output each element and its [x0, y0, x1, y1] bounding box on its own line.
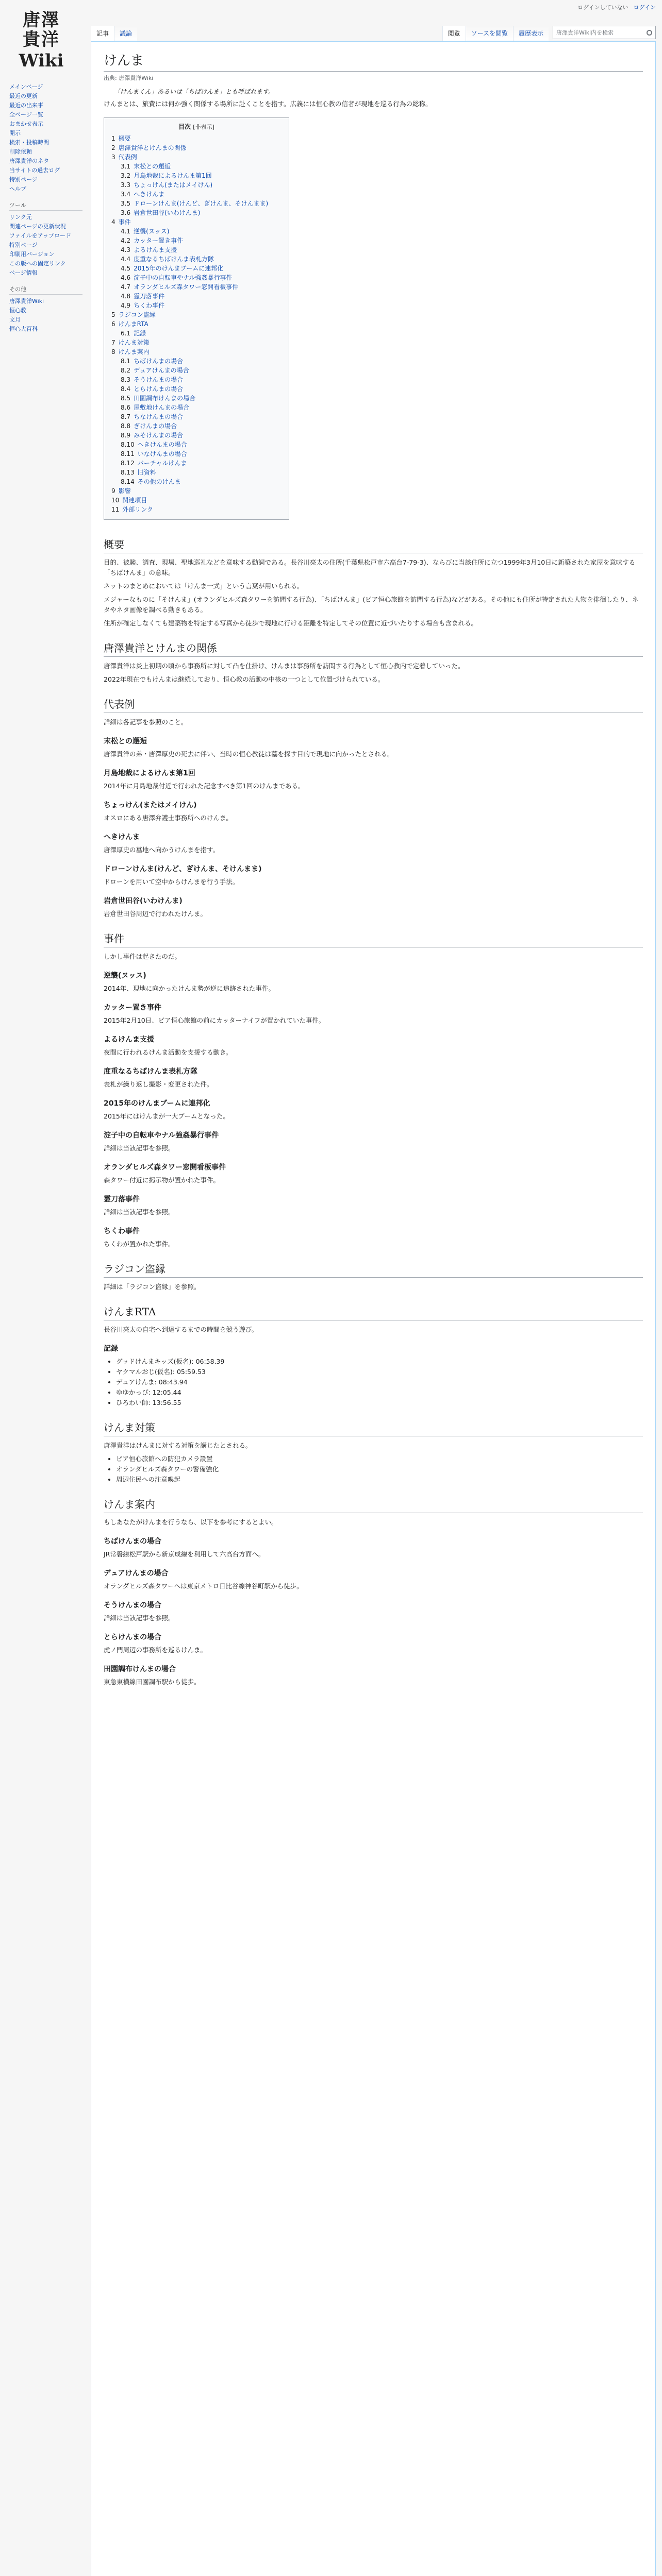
toc-number: 5: [111, 311, 115, 318]
logo-line2: 貴洋: [23, 29, 60, 50]
paragraph: 唐澤貴洋はけんまに対する対策を講じたとされる。: [104, 1442, 252, 1449]
paragraph: 夜間に行われるけんま活動を支援する動き。: [104, 1048, 233, 1056]
toc-number: 3.5: [121, 200, 131, 207]
toc-link[interactable]: カッター置き事件: [134, 237, 183, 244]
record-item: • ヤクマルおじ(仮名): 05:59.53: [116, 1367, 643, 1377]
subsection-heading: 岩倉世田谷(いわけんま): [104, 897, 183, 905]
bullet-item: • 周辺住民への注意喚起: [116, 1475, 643, 1485]
toc-link[interactable]: デュアけんまの場合: [134, 367, 189, 374]
toc-number: 8: [111, 348, 115, 355]
toc-item[interactable]: [111, 347, 282, 357]
sidebar-tool-item[interactable]: 印刷用バージョン: [9, 251, 55, 258]
section-heading: 事件: [104, 930, 643, 947]
section-heading: 代表例: [104, 696, 643, 713]
site-logo[interactable]: [10, 10, 72, 72]
toc-item[interactable]: [111, 440, 282, 449]
sidebar-tool-item[interactable]: ファイルをアップロード: [9, 232, 72, 239]
subsection-heading: デュアけんまの場合: [104, 1569, 169, 1578]
toc-number: 4.1: [121, 228, 131, 235]
toc-number: 4: [111, 218, 115, 226]
subsection-heading: 月島地裁によるけんま第1回: [104, 769, 195, 777]
login-link[interactable]: ログイン: [633, 4, 656, 11]
paragraph: もしあなたがけんまを行うなら、以下を参考にするとよい。: [104, 1518, 278, 1526]
toc-number: 8.13: [121, 469, 135, 476]
paragraph: JR常磐線松戸駅から新京成線を利用して六高台方面へ。: [104, 1550, 265, 1558]
paragraph: オスロにある唐澤弁護士事務所へのけんま。: [104, 814, 233, 822]
toc-number: 4.4: [121, 256, 131, 263]
toc-link[interactable]: 逆襲(ヌッス): [134, 228, 170, 235]
bullet-item: • オランダヒルズ森タワーの警備強化: [116, 1464, 643, 1475]
toc-list: [111, 134, 282, 514]
toc-item[interactable]: [111, 310, 282, 319]
paragraph: ネットのまとめにおいては「けんま一式」という言葉が用いられる。: [104, 582, 304, 590]
toc-item[interactable]: [111, 421, 282, 431]
sidebar-tools-heading: ツール: [9, 201, 82, 211]
toc-link[interactable]: みそけんまの場合: [134, 432, 184, 439]
toc-item[interactable]: [111, 486, 282, 496]
paragraph: オランダヒルズ森タワーへは東京メトロ日比谷線神谷町駅から徒歩。: [104, 1582, 303, 1590]
record-item: • ひろわい師: 13:56.55: [116, 1398, 643, 1408]
toc-item[interactable]: [111, 496, 282, 505]
section-heading: けんまRTA: [104, 1303, 643, 1320]
toc-link[interactable]: とらけんまの場合: [134, 385, 184, 393]
toc-link[interactable]: バーチャルけんま: [137, 460, 187, 467]
tab-read[interactable]: 閲覧: [442, 26, 466, 41]
toc-item[interactable]: [111, 227, 282, 236]
toc-number: 4.9: [121, 302, 131, 309]
subsection-heading: 記録: [104, 1345, 118, 1353]
subsection-heading: 霊刀落事件: [104, 1195, 140, 1204]
toc-item[interactable]: [111, 431, 282, 440]
subsection-heading: そうけんまの場合: [104, 1601, 161, 1609]
toc-number: 8.2: [121, 367, 131, 374]
toc-number: 3: [111, 154, 115, 161]
sidebar-tool-item[interactable]: この版への固定リンク: [9, 260, 66, 267]
toc-item[interactable]: [111, 217, 282, 227]
section-heading: けんま対策: [104, 1419, 643, 1436]
toc-link[interactable]: ちばけんまの場合: [134, 358, 184, 365]
toc-number: 3.3: [121, 181, 131, 189]
article-body: [104, 536, 643, 1687]
toc-link[interactable]: へきけんま: [134, 191, 165, 198]
record-list: [116, 1357, 643, 1408]
logo-wiki: Wiki: [19, 50, 64, 71]
toc-link[interactable]: よるけんま支援: [134, 246, 177, 253]
toc-number: 6: [111, 320, 115, 328]
subsection-heading: ちばけんまの場合: [104, 1537, 161, 1546]
sidebar-tool-item[interactable]: ページ情報: [9, 269, 38, 276]
paragraph: 詳細は当該記事を参照。: [104, 1144, 175, 1152]
toc-item[interactable]: [111, 292, 282, 301]
toc-item[interactable]: [111, 477, 282, 486]
subsection-heading: ちょっけん(またはメイけん): [104, 801, 197, 809]
toc-link[interactable]: ラジコン盗縁: [118, 311, 156, 318]
subsection-heading: 淀子中の自転車やナル強姦暴行事件: [104, 1131, 219, 1140]
site-sub: 出典: 唐澤貴洋Wiki: [104, 75, 154, 81]
section-heading: 概要: [104, 536, 643, 553]
toc-number: 7: [111, 339, 115, 346]
toc-item[interactable]: [111, 403, 282, 412]
toc-number: 8.1: [121, 358, 131, 365]
toc-number: 3.1: [121, 163, 131, 170]
paragraph: 詳細は当該記事を参照。: [104, 1614, 175, 1622]
toc-link[interactable]: 淀子中の自転車やナル強姦暴行事件: [134, 274, 233, 281]
toc-link[interactable]: 外部リンク: [122, 506, 154, 513]
toc-link[interactable]: ちょっけん(またはメイけん): [134, 181, 213, 189]
toc-link[interactable]: 月島地裁によるけんま第1回: [134, 172, 212, 179]
toc-link[interactable]: 影響: [118, 487, 131, 495]
toc-link[interactable]: 屋敷地けんまの場合: [134, 404, 190, 411]
section-heading: けんま案内: [104, 1496, 643, 1513]
toc-link[interactable]: ちなけんまの場合: [134, 413, 184, 420]
toc-number: 4.2: [121, 237, 131, 244]
toc-number: 11: [111, 506, 120, 513]
subsection-heading: 田園調布けんまの場合: [104, 1665, 176, 1673]
toc-link[interactable]: 事件: [118, 218, 131, 226]
paragraph: 2022年現在でもけんまは継続しており、恒心教の活動の中核の一つとして位置づけられている。: [104, 675, 385, 683]
paragraph: メジャーなものに「そけんま」(オランダヒルズ森タワーを訪問する行為)、「ちばけんま」(ビア恒心旅館を訪問する行為)などがある。その他にも住所が特定された人物を徘徊したり、ネタやネタ画像を調べる動きもある。: [104, 596, 639, 614]
toc-link[interactable]: 旧資料: [137, 469, 156, 476]
paragraph: 2015年2月10日、ビア恒心旅館の前にカッターナイフが置かれていた事件。: [104, 1016, 325, 1024]
toc-number: 3.2: [121, 172, 131, 179]
sidebar-nav-item[interactable]: 開示: [9, 130, 21, 137]
sidebar-other-heading: その他: [9, 285, 82, 295]
paragraph: 表札が繰り返し撮影・変更された件。: [104, 1080, 213, 1088]
toc-number: 2: [111, 144, 115, 151]
toc-number: 8.4: [121, 385, 131, 393]
section-heading: ラジコン盗縁: [104, 1261, 643, 1278]
paragraph: 2014年に月島地裁付近で行われた記念すべき第1回のけんまである。: [104, 782, 305, 790]
tab-view-source[interactable]: ソースを閲覧: [466, 26, 513, 41]
toc-item[interactable]: [111, 384, 282, 394]
paragraph: 2015年にはけんまが一大ブームとなった。: [104, 1112, 229, 1120]
hatnote: 「けんまくん」あるいは「ちばけんま」とも呼ばれます。: [114, 88, 275, 95]
toc-item[interactable]: [111, 190, 282, 199]
sidebar-nav-item[interactable]: メインページ: [9, 83, 43, 90]
toc-number: 1: [111, 135, 115, 142]
toc-header: [111, 122, 282, 131]
toc-number: 4.8: [121, 293, 131, 300]
paragraph: ドローンを用いて空中からけんまを行う手法。: [104, 878, 239, 886]
paragraph: 詳細は各記事を参照のこと。: [104, 718, 188, 726]
paragraph: 唐澤貴洋は炎上初期の頃から事務所に対して凸を仕掛け、けんまは事務所を訪問する行為として恒心教内で定着していった。: [104, 662, 465, 670]
toc-item[interactable]: [111, 208, 282, 217]
toc-link[interactable]: 関連項目: [122, 497, 147, 504]
toc-number: 8.7: [121, 413, 131, 420]
toc-toggle[interactable]: [非表示]: [193, 124, 214, 130]
toc-title: 目次: [178, 123, 191, 130]
toc-item[interactable]: [111, 505, 282, 514]
toc-link[interactable]: 記録: [134, 330, 146, 337]
toc-number: 4.3: [121, 246, 131, 253]
toc-item[interactable]: [111, 394, 282, 403]
toc-item[interactable]: [111, 449, 282, 459]
toc-number: 3.4: [121, 191, 131, 198]
bullet-item: • ビア恒心旅館への防犯カメラ設置: [116, 1454, 643, 1464]
sidebar-other-item[interactable]: 文月: [9, 316, 21, 323]
logo-line1: 唐澤: [23, 10, 60, 30]
toc-number: 8.5: [121, 395, 131, 402]
sidebar-nav-item[interactable]: 検索・投稿時間: [9, 139, 49, 146]
subsection-heading: オランダヒルズ森タワー窓開看板事件: [104, 1163, 226, 1172]
toc-link[interactable]: 度重なるちばけんま表札方隊: [134, 256, 214, 263]
toc-item[interactable]: [111, 273, 282, 282]
toc-number: 3.6: [121, 209, 131, 216]
sidebar-nav-item[interactable]: ヘルプ: [9, 185, 26, 192]
record-item: • デュアけんま: 08:43.94: [116, 1377, 643, 1387]
sidebar-other-item[interactable]: 恒心教: [9, 307, 26, 314]
toc-link[interactable]: 霊刀落事件: [134, 293, 165, 300]
toc-item[interactable]: [111, 245, 282, 255]
paragraph: 唐澤貴洋の弟・唐澤厚史の死去に伴い、当時の恒心教徒は墓を探す目的で現地に向かったとされる。: [104, 750, 394, 758]
sidebar-nav-item[interactable]: おまかせ表示: [9, 121, 43, 127]
toc-item[interactable]: [111, 357, 282, 366]
toc-link[interactable]: そうけんまの場合: [134, 376, 184, 383]
toc-link[interactable]: 代表例: [118, 154, 137, 161]
subsection-heading: ドローンけんま(けんど、ぎけんま、そけんまま): [104, 865, 262, 873]
subsection-heading: とらけんまの場合: [104, 1633, 161, 1641]
toc-link[interactable]: その他のけんま: [137, 478, 181, 485]
toc-number: 6.1: [121, 330, 131, 337]
lead-paragraph: けんまとは、旅費には何か強く関係する場所に赴くことを指す。広義には恒心教の信者が現地を巡る行為の総称。: [104, 100, 432, 108]
toc-item[interactable]: [111, 162, 282, 171]
paragraph: 詳細は「ラジコン盗縁」を参照。: [104, 1283, 201, 1291]
toc-number: 8.8: [121, 422, 131, 430]
tab-talk[interactable]: 議論: [114, 26, 137, 41]
toc-link[interactable]: オランダヒルズ森タワー窓開看板事件: [134, 283, 239, 291]
page-title: けんま: [104, 50, 643, 72]
toc-number: 4.5: [121, 265, 131, 272]
not-logged-in-label: ログインしていない: [577, 4, 628, 11]
toc-link[interactable]: けんま案内: [118, 348, 150, 355]
toc-link[interactable]: けんま対策: [118, 339, 150, 346]
paragraph: 目的、被験、調査、現場、聖地巡礼などを意味する動詞である。長谷川亮太の住所(千葉県松戸市六高台7-79-3)、ならびに当該住所に立つ1999年3月10日に新築された家屋を意味する「ちばけんま」の意味。: [104, 558, 636, 577]
subsection-heading: へきけんま: [104, 833, 140, 841]
toc-item[interactable]: [111, 412, 282, 421]
personal-tools: [577, 3, 656, 11]
sidebar-tool-item[interactable]: 関連ページの更新状況: [9, 223, 66, 230]
sidebar-other-item[interactable]: 恒心大百科: [9, 326, 38, 332]
toc-item[interactable]: [111, 468, 282, 477]
toc-item[interactable]: [111, 319, 282, 329]
paragraph: 森タワー付近に掲示物が置かれた事件。: [104, 1176, 220, 1184]
toc-item[interactable]: [111, 255, 282, 264]
toc-number: 8.12: [121, 460, 135, 467]
toc-number: 8.11: [121, 450, 135, 457]
sidebar-nav-item[interactable]: 当サイトの過去ログ: [9, 167, 60, 174]
bullet-list: [116, 1454, 643, 1485]
toc-number: 8.3: [121, 376, 131, 383]
paragraph: 住所が確定しなくても建築物を特定する写真から徒歩で現地に行ける距離を特定してその位置に近づいたりする場合も含まれる。: [104, 619, 478, 627]
paragraph: 虎ノ門周辺の事務所を巡るけんま。: [104, 1646, 207, 1654]
subsection-heading: カッター置き事件: [104, 1004, 161, 1012]
sidebar-other-item[interactable]: 唐澤貴洋Wiki: [9, 298, 44, 304]
toc-number: 10: [111, 497, 120, 504]
paragraph: 詳細は当該記事を参照。: [104, 1208, 175, 1216]
toc-link[interactable]: 唐澤貴洋とけんまの関係: [118, 144, 187, 151]
search-icon[interactable]: [647, 30, 652, 36]
toc-item[interactable]: [111, 301, 282, 310]
sidebar-nav-item[interactable]: 全ページ一覧: [9, 111, 43, 118]
subsection-heading: ちくわ事件: [104, 1227, 140, 1235]
search-input[interactable]: [553, 26, 656, 39]
record-item: • グッドけんまキッズ(仮名): 06:58.39: [116, 1357, 643, 1367]
paragraph: 長谷川亮太の自宅へ到達するまでの時間を競う遊び。: [104, 1326, 258, 1333]
toc-item[interactable]: [111, 143, 282, 152]
paragraph: 東急東横線田園調布駅から徒歩。: [104, 1678, 201, 1686]
paragraph: 岩倉世田谷周辺で行われたけんま。: [104, 910, 207, 918]
toc-item[interactable]: [111, 199, 282, 208]
search-placeholder: 唐澤貴洋Wiki内を検索: [556, 29, 614, 36]
sidebar: [5, 82, 82, 334]
subsection-heading: 逆襲(ヌッス): [104, 972, 146, 980]
paragraph: 唐澤厚史の墓地へ向かうけんまを指す。: [104, 846, 220, 854]
toc-item[interactable]: [111, 366, 282, 375]
toc-link[interactable]: 2015年のけんまブームに連邦化: [134, 265, 224, 272]
paragraph: ちくわが置かれた事件。: [104, 1240, 175, 1248]
toc-link[interactable]: ちくわ事件: [134, 302, 165, 309]
toc-link[interactable]: 概要: [118, 135, 131, 142]
record-item: • ゆゆかっぴ: 12:05.44: [116, 1387, 643, 1398]
subsection-heading: 末松との邂逅: [104, 737, 147, 745]
toc-number: 8.6: [121, 404, 131, 411]
sidebar-tool-item[interactable]: 特別ページ: [9, 242, 38, 248]
toc-number: 4.6: [121, 274, 131, 281]
table-of-contents: [104, 117, 289, 520]
toc-number: 9: [111, 487, 115, 495]
toc-item[interactable]: [111, 459, 282, 468]
tab-history[interactable]: 履歴表示: [513, 26, 549, 41]
toc-number: 8.14: [121, 478, 135, 485]
toc-number: 8.10: [121, 441, 135, 448]
toc-number: 4.7: [121, 283, 131, 291]
sidebar-nav-item[interactable]: 最近の出来事: [9, 102, 43, 109]
toc-link[interactable]: へきけんまの場合: [137, 441, 187, 448]
toc-item[interactable]: [111, 282, 282, 292]
paragraph: 2014年、現地に向かったけんま勢が逆に追跡された事件。: [104, 985, 275, 992]
section-heading: 唐澤貴洋とけんまの関係: [104, 640, 643, 657]
view-tabs: [442, 26, 656, 41]
sidebar-nav-item[interactable]: 特別ページ: [9, 176, 38, 183]
subsection-heading: 2015年のけんまブームに連邦化: [104, 1099, 210, 1108]
main-content: [91, 41, 656, 2576]
toc-link[interactable]: けんまRTA: [118, 320, 148, 328]
sidebar-nav-item[interactable]: 削除依頼: [9, 148, 32, 155]
toc-link[interactable]: いなけんまの場合: [137, 450, 187, 457]
toc-link[interactable]: 岩倉世田谷(いわけんま): [134, 209, 201, 216]
toc-link[interactable]: 田園調布けんまの場合: [134, 395, 196, 402]
toc-item[interactable]: [111, 236, 282, 245]
namespace-tabs: [91, 26, 137, 41]
toc-item[interactable]: [111, 329, 282, 338]
toc-item[interactable]: [111, 264, 282, 273]
toc-link[interactable]: ぎけんまの場合: [134, 422, 177, 430]
toc-item[interactable]: [111, 152, 282, 162]
tab-bar: [91, 21, 656, 41]
subsection-heading: よるけんま支援: [104, 1036, 154, 1044]
toc-link[interactable]: 末松との邂逅: [134, 163, 171, 170]
sidebar-nav-item[interactable]: 唐澤貴洋のネタ: [9, 158, 49, 164]
toc-item[interactable]: [111, 375, 282, 384]
subsection-heading: 度重なるちばけんま表札方隊: [104, 1067, 197, 1076]
toc-item[interactable]: [111, 338, 282, 347]
paragraph: しかし事件は起きたのだ。: [104, 953, 181, 960]
toc-number: 8.9: [121, 432, 131, 439]
toc-link[interactable]: ドローンけんま(けんど、ぎけんま、そけんまま): [134, 200, 269, 207]
toc-item[interactable]: [111, 171, 282, 180]
tab-article[interactable]: 記事: [91, 26, 114, 41]
sidebar-tool-item[interactable]: リンク元: [9, 214, 32, 221]
toc-item[interactable]: [111, 134, 282, 143]
toc-item[interactable]: [111, 180, 282, 190]
sidebar-nav-item[interactable]: 最近の更新: [9, 93, 38, 99]
